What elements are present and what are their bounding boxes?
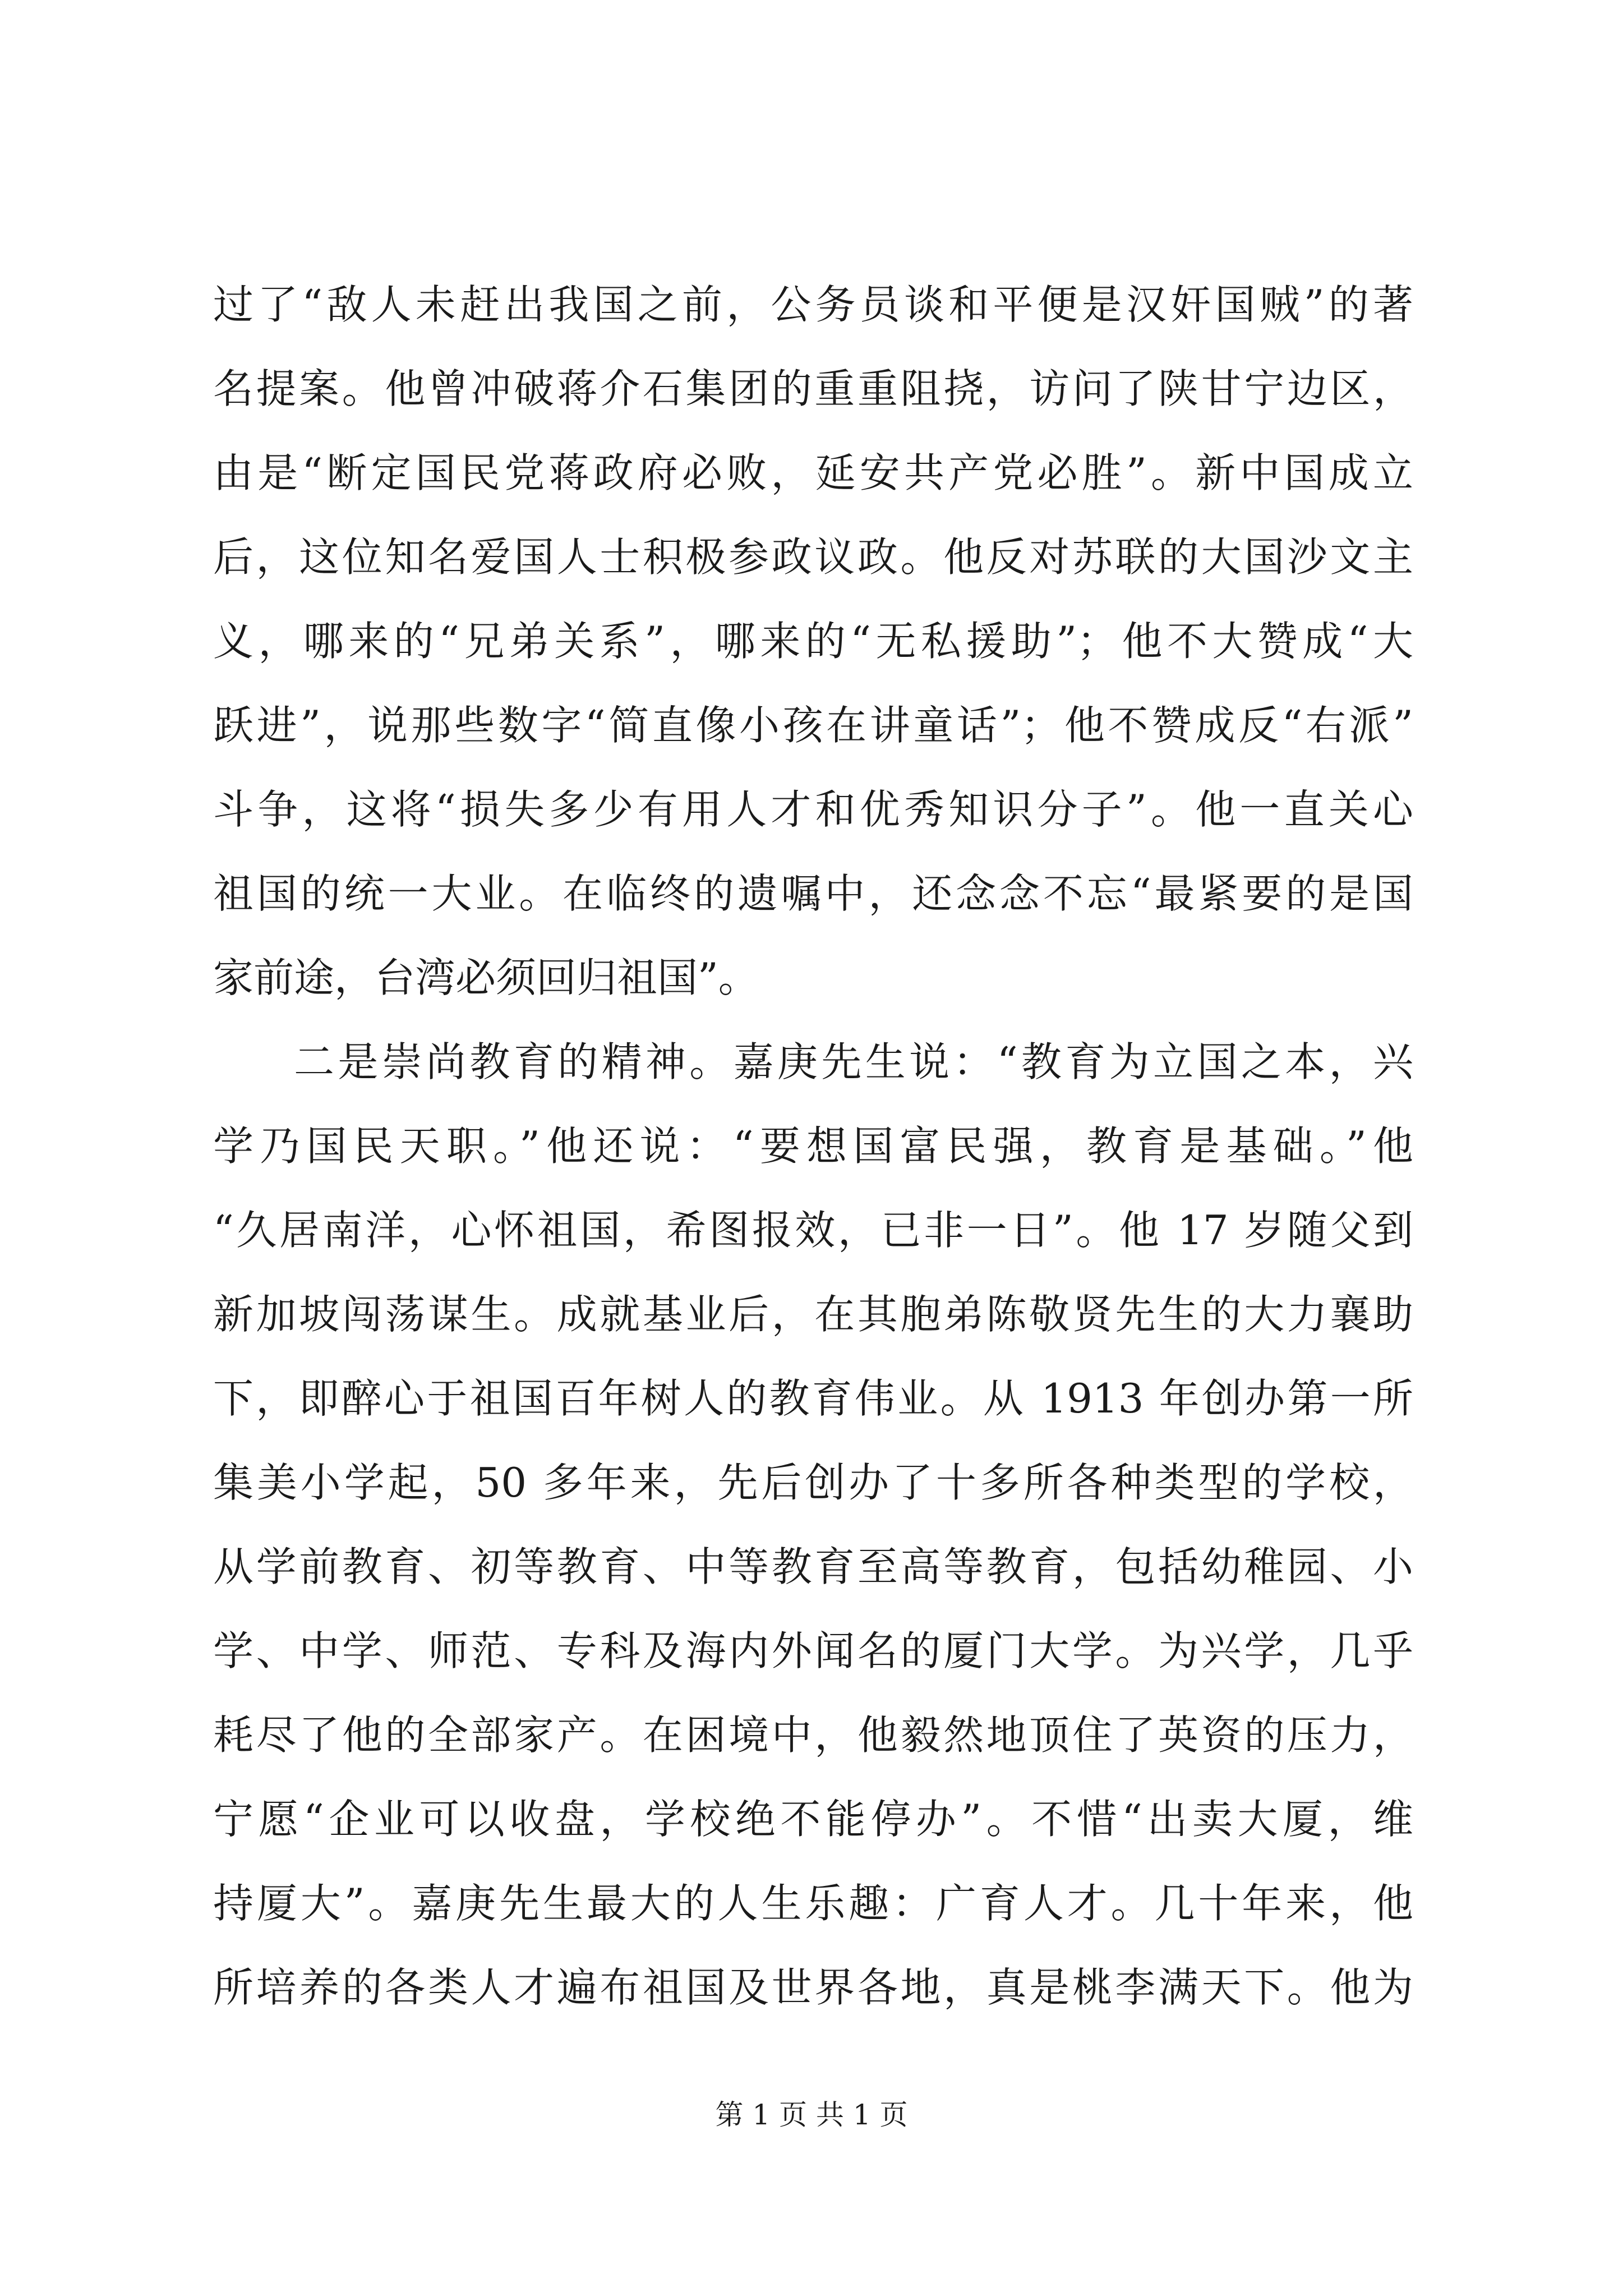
text-line: 名提案。他曾冲破蒋介石集团的重重阻挠，访问了陕甘宁边区， bbox=[213, 365, 1413, 412]
paragraph-1 bbox=[213, 263, 1413, 1020]
text-line: 从学前教育、初等教育、中等教育至高等教育，包括幼稚园、小 bbox=[213, 1543, 1413, 1590]
text-line: 义，哪来的“兄弟关系”，哪来的“无私援助”；他不大赞成“大 bbox=[213, 618, 1413, 665]
text-line: 集美小学起，50 多年来，先后创办了十多所各种类型的学校， bbox=[213, 1459, 1413, 1506]
text-line: 耗尽了他的全部家产。在困境中，他毅然地顶住了英资的压力， bbox=[213, 1711, 1413, 1759]
text-line: 所培养的各类人才遍布祖国及世界各地，真是桃李满天下。他为 bbox=[213, 1964, 1413, 2011]
text-line: 二是崇尚教育的精神。嘉庚先生说：“教育为立国之本，兴 bbox=[294, 1038, 1413, 1085]
text-line: 斗争，这将“损失多少有用人才和优秀知识分子”。他一直关心 bbox=[213, 786, 1413, 833]
page-footer: 第 1 页 共 1 页 bbox=[715, 2099, 908, 2131]
text-line: 跃进”，说那些数字“简直像小孩在讲童话”；他不赞成反“右派” bbox=[213, 702, 1413, 749]
text-line: 学乃国民天职。”他还说：“要想国富民强，教育是基础。”他 bbox=[213, 1122, 1413, 1170]
text-line: 持厦大”。嘉庚先生最大的人生乐趣：广育人才。几十年来，他 bbox=[213, 1880, 1413, 1927]
text-line: 过了“敌人未赶出我国之前，公务员谈和平便是汉奸国贼”的著 bbox=[213, 281, 1413, 328]
text-line: 下，即醉心于祖国百年树人的教育伟业。从 1913 年创办第一所 bbox=[213, 1375, 1413, 1422]
document-body bbox=[213, 263, 1413, 2030]
text-line: 家前途，台湾必须回归祖国”。 bbox=[213, 954, 759, 1001]
text-line: 学、中学、师范、专科及海内外闻名的厦门大学。为兴学，几乎 bbox=[213, 1627, 1413, 1674]
text-line: 祖国的统一大业。在临终的遗嘱中，还念念不忘“最紧要的是国 bbox=[213, 870, 1413, 917]
text-line: 新加坡闯荡谋生。成就基业后，在其胞弟陈敬贤先生的大力襄助 bbox=[213, 1291, 1413, 1338]
text-line: 由是“断定国民党蒋政府必败，延安共产党必胜”。新中国成立 bbox=[213, 449, 1413, 496]
paragraph-2 bbox=[213, 1020, 1413, 2030]
text-line: 宁愿“企业可以收盘，学校绝不能停办”。不惜“出卖大厦，维 bbox=[213, 1796, 1413, 1843]
text-line: “久居南洋，心怀祖国，希图报效，已非一日”。他 17 岁随父到 bbox=[213, 1207, 1413, 1254]
text-line: 后，这位知名爱国人士积极参政议政。他反对苏联的大国沙文主 bbox=[213, 533, 1413, 581]
